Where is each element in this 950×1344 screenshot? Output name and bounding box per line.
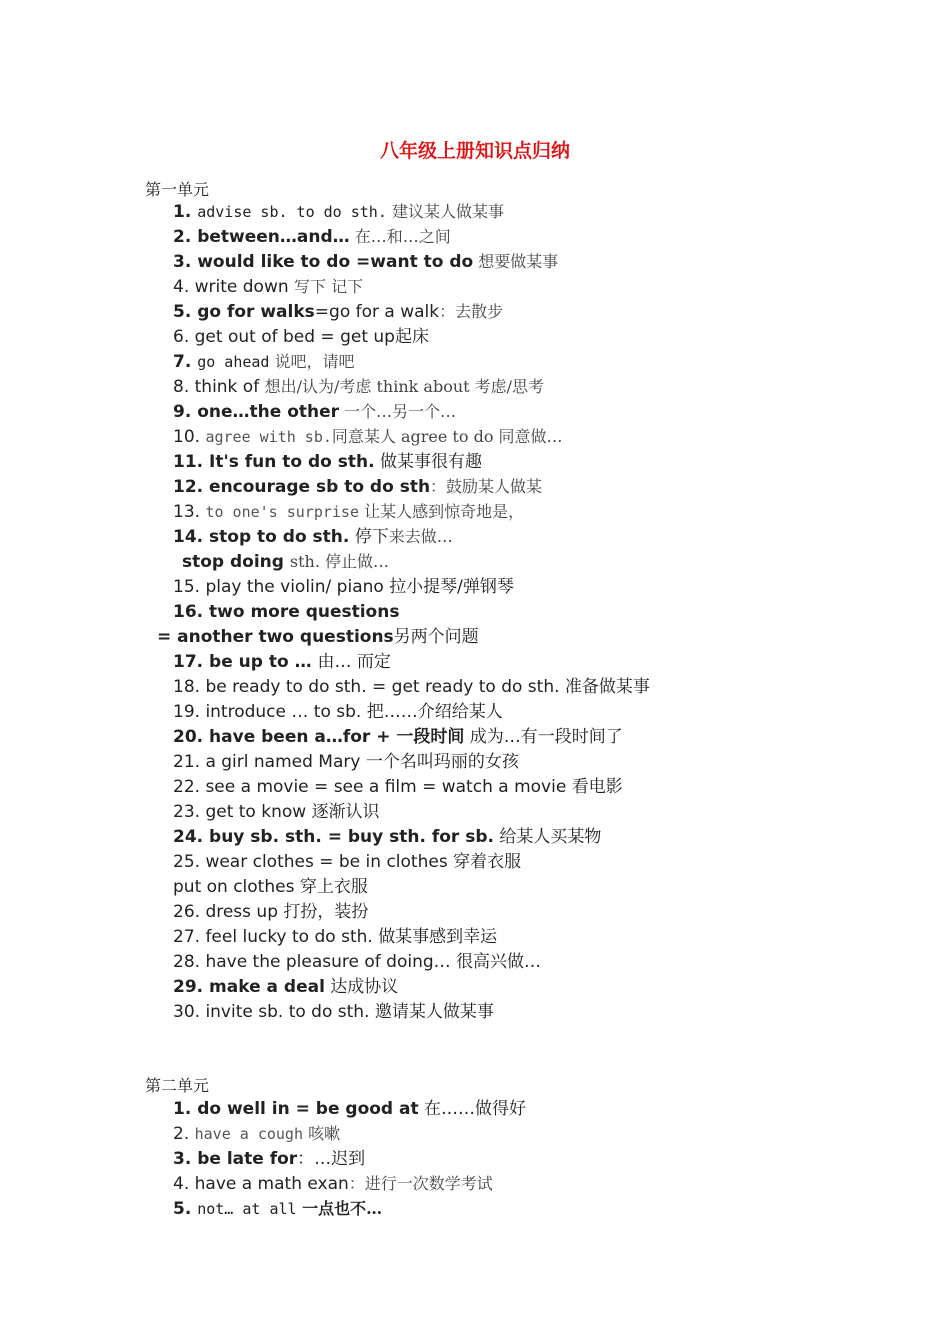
unit1-item-15 <box>182 550 389 574</box>
phrase-segment: 逐渐认识 <box>311 802 380 822</box>
phrase-segment: 16. two more questions <box>173 602 400 622</box>
phrase-segment: have a cough <box>194 1125 303 1143</box>
phrase-segment: 25. wear clothes = be in clothes <box>173 852 454 872</box>
unit1-item-2 <box>173 225 451 249</box>
phrase-segment: 邀请某人做某事 <box>374 1002 494 1022</box>
phrase-segment: 在……做得好 <box>418 1099 527 1119</box>
unit2-item-1 <box>173 1097 526 1121</box>
unit1-item-26 <box>173 825 601 849</box>
unit1-item-33 <box>173 1000 494 1024</box>
unit1-item-19 <box>173 650 391 674</box>
unit1-item-17 <box>173 600 399 624</box>
phrase-segment: 17. be up to … <box>173 652 318 672</box>
phrase-segment: 一点也不… <box>296 1199 383 1218</box>
unit1-item-5 <box>173 300 503 324</box>
phrase-segment: 穿上衣服 <box>299 877 368 897</box>
phrase-segment: 28. have the pleasure of doing… <box>173 952 457 972</box>
phrase-segment: 11. It's fun to do sth. <box>173 452 375 472</box>
unit2-item-3 <box>173 1147 365 1171</box>
phrase-segment: 说吧，请吧 <box>269 352 355 371</box>
unit1-item-3 <box>173 250 558 274</box>
phrase-segment: 27. feel lucky to do sth. <box>173 927 379 947</box>
phrase-segment: 由… 而定 <box>317 652 391 672</box>
unit2-item-4 <box>173 1172 493 1196</box>
phrase-segment: not… at all <box>197 1200 297 1218</box>
phrase-segment: 12. encourage sb to do sth <box>173 477 431 497</box>
phrase-segment: 8. think of <box>173 377 265 397</box>
phrase-segment: 让某人感到惊奇地是， <box>358 502 525 521</box>
phrase-segment: 准备做某事 <box>564 677 650 697</box>
phrase-segment: ：…迟到 <box>297 1149 366 1169</box>
phrase-segment: ：去散步 <box>439 302 504 321</box>
phrase-segment: =go for a walk <box>314 302 440 322</box>
phrase-segment: 5. go for walks <box>173 302 315 322</box>
unit1-item-30 <box>173 925 497 949</box>
unit1-item-6 <box>173 325 429 349</box>
phrase-segment: 9. one…the other <box>173 402 340 422</box>
phrase-segment: 15. play the violin/ piano <box>173 577 390 597</box>
phrase-segment: 写下 记下 <box>294 277 364 296</box>
phrase-segment: 起床 <box>394 327 429 347</box>
unit1-item-8 <box>173 375 544 399</box>
unit1-item-21 <box>173 700 503 724</box>
phrase-segment: agree with sb. <box>205 428 332 446</box>
phrase-segment: 一个…另一个… <box>339 402 457 421</box>
unit2-item-2 <box>173 1122 340 1146</box>
unit1-item-7 <box>173 350 355 374</box>
phrase-segment: 23. get to know <box>173 802 312 822</box>
phrase-segment: 停下 <box>349 527 389 547</box>
document-title: 八年级上册知识点归纳 <box>379 140 570 162</box>
phrase-segment: 同意某人 agree to do 同意做… <box>331 427 563 446</box>
unit1-item-14 <box>173 525 453 549</box>
phrase-segment: 拉小提琴/弹钢琴 <box>389 577 514 597</box>
phrase-segment: 做某事很有趣 <box>374 452 482 472</box>
phrase-segment: 在…和…之间 <box>349 227 451 246</box>
phrase-segment: stop doing <box>182 552 290 572</box>
phrase-segment: 看电影 <box>571 777 623 797</box>
phrase-segment: 13. <box>173 502 206 522</box>
unit1-item-4 <box>173 275 363 299</box>
phrase-segment: sth. 停止做… <box>289 552 390 571</box>
phrase-segment: 20. have been a…for + 一段时间 <box>173 727 465 747</box>
phrase-segment: = another two questions <box>157 627 394 647</box>
phrase-segment: 4. write down <box>173 277 295 297</box>
phrase-segment: 3. be late for <box>173 1149 298 1169</box>
unit1-item-1 <box>173 200 504 224</box>
phrase-segment: 18. be ready to do sth. = get ready to do sth. <box>173 677 565 697</box>
phrase-segment: go ahead <box>197 353 270 371</box>
unit1-item-27 <box>173 850 521 874</box>
unit1-item-20 <box>173 675 650 699</box>
unit1-item-23 <box>173 750 519 774</box>
unit1-item-12 <box>173 475 542 499</box>
phrase-segment: 做某事感到幸运 <box>378 927 498 947</box>
phrase-segment: 1. do well in = be good at <box>173 1099 419 1119</box>
unit1-item-29 <box>173 900 368 924</box>
phrase-segment: 把……介绍给某人 <box>366 702 503 722</box>
phrase-segment: 另两个问题 <box>393 627 479 647</box>
unit1-item-31 <box>173 950 541 974</box>
unit1-item-11 <box>173 450 482 474</box>
phrase-segment: to one's surprise <box>205 503 359 521</box>
unit-heading-2: 第二单元 <box>145 1076 210 1095</box>
phrase-segment: 2. <box>173 1124 195 1144</box>
unit1-item-28 <box>173 875 368 899</box>
unit1-item-13 <box>173 500 524 524</box>
phrase-segment: 24. buy sb. sth. = buy sth. for sb. <box>173 827 494 847</box>
phrase-segment: advise sb. to do sth. <box>197 203 387 221</box>
phrase-segment: 很高兴做… <box>456 952 542 972</box>
phrase-segment: 10. <box>173 427 206 447</box>
phrase-segment: 2. between…and… <box>173 227 350 247</box>
unit1-item-16 <box>173 575 514 599</box>
phrase-segment: 想要做某事 <box>473 252 559 271</box>
phrase-segment: 14. stop to do sth. <box>173 527 350 547</box>
unit1-item-10 <box>173 425 563 449</box>
unit-heading-1: 第一单元 <box>145 180 210 199</box>
unit1-item-25 <box>173 800 380 824</box>
phrase-segment: 7. <box>173 352 198 372</box>
phrase-segment: 1. <box>173 202 198 222</box>
phrase-segment: 达成协议 <box>324 977 399 997</box>
phrase-segment: 给某人买某物 <box>493 827 602 847</box>
phrase-segment: 一个名叫玛丽的女孩 <box>365 752 519 772</box>
unit2-item-5 <box>173 1197 382 1221</box>
unit1-item-24 <box>173 775 623 799</box>
phrase-segment: 22. see a movie = see a film = watch a movie <box>173 777 572 797</box>
phrase-segment: 打扮，装扮 <box>283 902 369 922</box>
phrase-segment: ：进行一次数学考试 <box>348 1174 493 1193</box>
phrase-segment: 19. introduce … to sb. <box>173 702 367 722</box>
unit1-item-9 <box>173 400 456 424</box>
phrase-segment: 30. invite sb. to do sth. <box>173 1002 375 1022</box>
unit1-item-18 <box>157 625 479 649</box>
phrase-segment: 6. get out of bed = get up <box>173 327 395 347</box>
phrase-segment: 来去做… <box>388 527 453 546</box>
phrase-segment: 29. make a deal <box>173 977 325 997</box>
phrase-segment: 穿着衣服 <box>453 852 522 872</box>
phrase-segment: 3. would like to do =want to do <box>173 252 474 272</box>
phrase-segment: 咳嗽 <box>303 1124 341 1143</box>
phrase-segment: 21. a girl named Mary <box>173 752 366 772</box>
phrase-segment: 26. dress up <box>173 902 284 922</box>
phrase-segment: 想出/认为/考虑 think about 考虑/思考 <box>264 377 545 396</box>
phrase-segment: put on clothes <box>173 877 300 897</box>
phrase-segment: 建议某人做某事 <box>386 202 504 221</box>
phrase-segment: ：鼓励某人做某 <box>430 477 543 496</box>
phrase-segment: 成为…有一段时间了 <box>464 727 623 747</box>
unit1-item-22 <box>173 725 623 749</box>
phrase-segment: 5. <box>173 1199 198 1219</box>
unit1-item-32 <box>173 975 398 999</box>
phrase-segment: 4. have a math exan <box>173 1174 349 1194</box>
